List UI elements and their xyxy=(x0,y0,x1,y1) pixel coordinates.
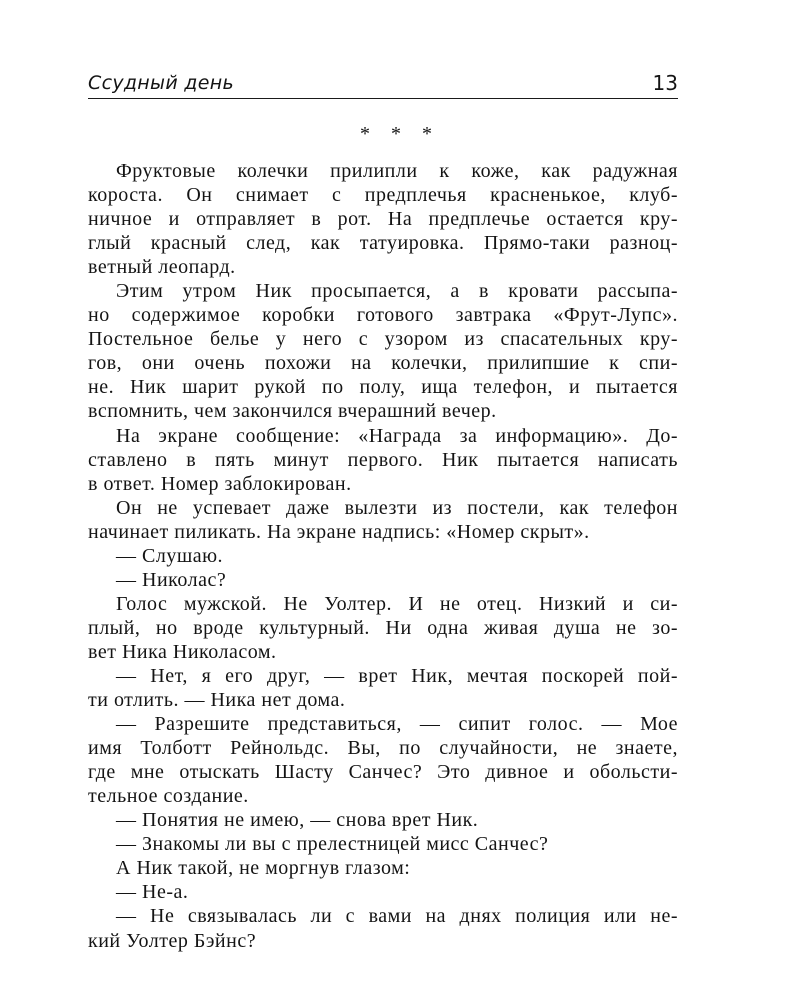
text-line: — Николас? xyxy=(116,568,227,591)
text-line: тельное создание. xyxy=(88,785,249,808)
paragraph xyxy=(88,712,678,808)
text-line: начинает пиликать. На экране надпись: «Номер скрыт». xyxy=(88,520,590,543)
text-line: ветный леопард. xyxy=(88,256,236,279)
text-line: — Понятия не имею, — снова врет Ник. xyxy=(116,809,479,832)
paragraph xyxy=(88,496,678,544)
paragraph xyxy=(88,568,678,592)
paragraph xyxy=(88,664,678,712)
text-line: — Не связывалась ли с вами на днях полиция или не- xyxy=(116,905,678,928)
text-line: ничное и отправляет в рот. На предплечье остается кру- xyxy=(88,208,678,231)
text-line: плый, но вроде культурный. Ни одна живая душа не зо- xyxy=(88,616,678,639)
text-line: Постельное белье у него с узором из спасательных кру- xyxy=(88,328,678,351)
book-title: Ссудный день xyxy=(88,72,234,94)
paragraph xyxy=(88,832,678,856)
text-line: — Разрешите представиться, — сипит голос. — Мое xyxy=(116,713,678,736)
text-line: Голос мужской. Не Уолтер. И не отец. Низкий и си- xyxy=(116,592,678,615)
text-line: — Знакомы ли вы с прелестницей мисс Санчес? xyxy=(116,833,549,856)
text-line: — Нет, я его друг, — врет Ник, мечтая поскорей пой- xyxy=(116,664,678,687)
text-line: — Слушаю. xyxy=(116,544,224,567)
paragraph xyxy=(88,592,678,664)
text-line: Он не успевает даже вылезти из постели, как телефон xyxy=(116,496,678,519)
body-text xyxy=(88,159,678,953)
text-line: Этим утром Ник просыпается, а в кровати рассыпа- xyxy=(116,280,678,303)
text-line: На экране сообщение: «Награда за информацию». До- xyxy=(116,424,678,447)
paragraph xyxy=(88,159,678,279)
text-line: Фруктовые колечки прилипли к коже, как радужная xyxy=(116,160,678,182)
paragraph xyxy=(88,856,678,880)
text-line: в ответ. Номер заблокирован. xyxy=(88,472,352,495)
running-head xyxy=(88,70,678,99)
text-line: не. Ник шарит рукой по полу, ища телефон, и пытается xyxy=(88,376,678,399)
text-line: имя Толботт Рейнольдс. Вы, по случайности, не знаете, xyxy=(88,737,678,760)
text-line: А Ник такой, не моргнув глазом: xyxy=(116,857,411,880)
text-line: гов, они очень похожи на колечки, прилипшие к спи- xyxy=(88,352,678,375)
paragraph xyxy=(88,904,678,952)
text-line: где мне отыскать Шасту Санчес? Это дивное и обольсти- xyxy=(88,761,678,784)
text-line: вет Ника Николасом. xyxy=(88,640,277,663)
text-line: глый красный след, как татуировка. Прямо-таки разноц- xyxy=(88,232,678,255)
section-break: * * * xyxy=(360,123,440,145)
page-number: 13 xyxy=(652,71,678,95)
text-line: вспомнить, чем закончился вчерашний вечер. xyxy=(88,400,497,423)
paragraph xyxy=(88,808,678,832)
text-line: — Не-а. xyxy=(116,881,189,904)
text-line: ставлено в пять минут первого. Ник пытается написать xyxy=(88,448,678,471)
paragraph xyxy=(88,880,678,904)
text-line: но содержимое коробки готового завтрака «Фрут-Лупс». xyxy=(88,304,678,327)
text-line: кий Уолтер Бэйнс? xyxy=(88,929,257,952)
text-line: ти отлить. — Ника нет дома. xyxy=(88,689,346,712)
text-line: короста. Он снимает с предплечья красненькое, клуб- xyxy=(88,184,678,207)
paragraph xyxy=(88,544,678,568)
paragraph xyxy=(88,424,678,496)
paragraph xyxy=(88,279,678,423)
